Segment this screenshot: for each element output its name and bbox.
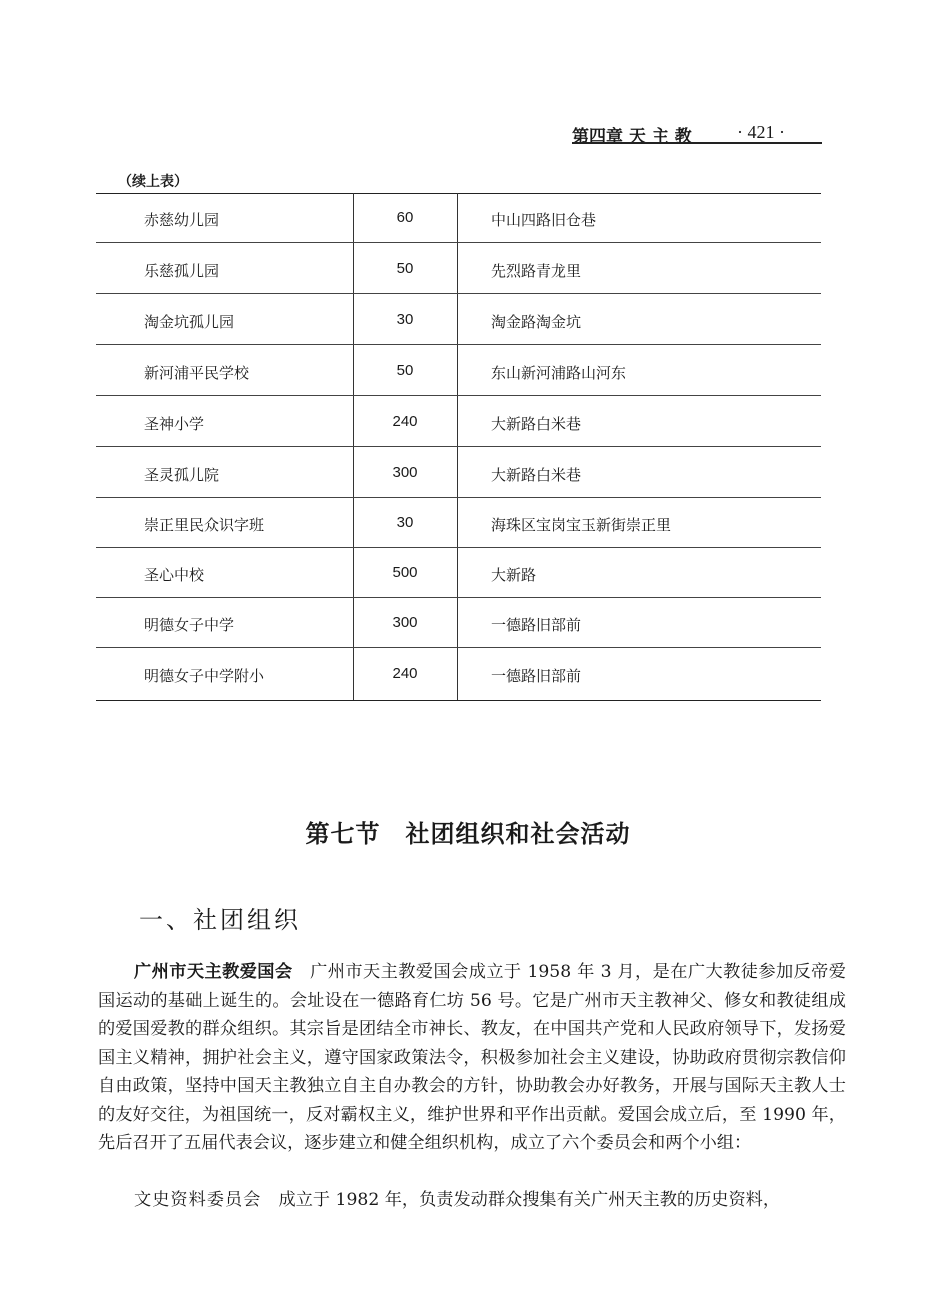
- school-name: 新河浦平民学校: [144, 364, 250, 382]
- header-rule: [572, 142, 822, 144]
- school-address: 海珠区宝岗宝玉新街崇正里: [491, 516, 672, 534]
- school-name: 淘金坑孤儿园: [144, 313, 235, 331]
- table-bottom-rule: [96, 700, 821, 701]
- school-name: 明德女子中学附小: [144, 667, 265, 685]
- chapter-title: 第四章 天 主 教: [572, 127, 692, 147]
- page-number: · 421 ·: [737, 122, 785, 142]
- row-rule: [96, 293, 821, 294]
- student-count: 300: [392, 464, 418, 481]
- school-name: 圣神小学: [144, 415, 205, 433]
- school-name: 圣灵孤儿院: [144, 466, 220, 484]
- paragraph-text: 广州市天主教爱国会成立于 1958 年 3 月，是在广大教徒参加反帝爱国运动的基础上诞生的。会址设在一德路育仁坊 56 号。它是广州市天主教神父、修女和教徒组成的爱国爱教的群众组织。其宗旨是团结全市神长、教友，在中国共产党和人民政府领导下，发扬爱国主义精神，拥护社会主义，遵守国家政策法令，积极参加社会主义建设，协助政府贯彻宗教信仰自由政策，坚持中国天主教独立自主自办教会的方针，协助教会办好教务，开展与国际天主教人士的友好交往，为祖国统一，反对霸权主义，维护世界和平作出贡献。爱国会成立后，至 1990 年，先后召开了五届代表会议，逐步建立和健全组织机构，成立了六个委员会和两个小组：: [98, 962, 846, 1153]
- paragraph-lead: 文史资料委员会: [134, 1190, 262, 1210]
- row-rule: [96, 647, 821, 648]
- student-count: 240: [392, 413, 418, 430]
- subheading: 一、社团组织: [139, 906, 301, 934]
- school-address: 东山新河浦路山河东: [491, 364, 627, 382]
- school-address: 大新路白米巷: [491, 466, 582, 484]
- school-name: 明德女子中学: [144, 616, 235, 634]
- school-address: 大新路: [491, 566, 537, 584]
- body-paragraph: [98, 958, 846, 1158]
- table-row: [96, 244, 821, 294]
- row-rule: [96, 446, 821, 447]
- school-address: 中山四路旧仓巷: [491, 211, 597, 229]
- table-row: [96, 498, 821, 548]
- section-title: 第七节 社团组织和社会活动: [305, 820, 631, 848]
- school-name: 圣心中校: [144, 566, 205, 584]
- paragraph-lead: 广州市天主教爱国会: [134, 962, 293, 982]
- student-count: 60: [396, 209, 414, 226]
- body-paragraph: [98, 1186, 846, 1215]
- table-row: [96, 649, 821, 699]
- school-address: 先烈路青龙里: [491, 262, 582, 280]
- school-address: 一德路旧部前: [491, 616, 582, 634]
- table-row: [96, 598, 821, 648]
- school-name: 赤慈幼儿园: [144, 211, 220, 229]
- row-rule: [96, 242, 821, 243]
- table-continued-label: （续上表）: [118, 174, 188, 190]
- school-address: 大新路白米巷: [491, 415, 582, 433]
- row-rule: [96, 344, 821, 345]
- student-count: 30: [396, 514, 414, 531]
- student-count: 50: [396, 362, 414, 379]
- table-row: [96, 346, 821, 396]
- table-row: [96, 448, 821, 498]
- student-count: 300: [392, 614, 418, 631]
- table-row: [96, 193, 821, 243]
- student-count: 500: [392, 564, 418, 581]
- table-row: [96, 295, 821, 345]
- school-address: 一德路旧部前: [491, 667, 582, 685]
- table-row: [96, 397, 821, 447]
- school-name: 乐慈孤儿园: [144, 262, 220, 280]
- row-rule: [96, 395, 821, 396]
- paragraph-text: 成立于 1982 年，负责发动群众搜集有关广州天主教的历史资料，: [261, 1190, 781, 1210]
- student-count: 50: [396, 260, 414, 277]
- student-count: 240: [392, 665, 418, 682]
- school-name: 崇正里民众识字班: [144, 516, 265, 534]
- school-address: 淘金路淘金坑: [491, 313, 582, 331]
- student-count: 30: [396, 311, 414, 328]
- schools-table: [96, 193, 821, 701]
- table-row: [96, 548, 821, 598]
